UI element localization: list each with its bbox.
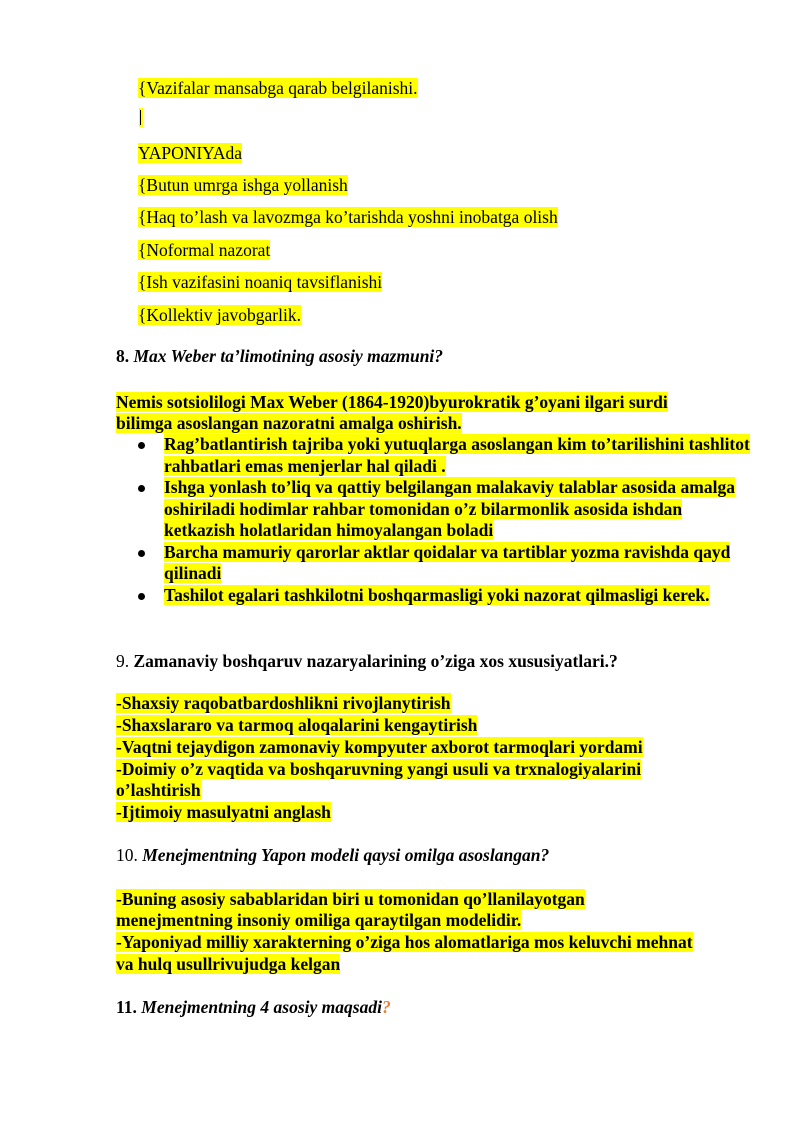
question-mark: ? [381,997,391,1017]
bullet-icon [138,593,145,600]
q9-line: -Ijtimoiy masulyatni anglash [116,802,331,822]
q9-line: -Vaqtni tejaydigon zamonaviy kompyuter axborot tarmoqlari yordami [116,737,643,757]
japan-item: {Haq to’lash va lavozmga ko’tarishda yoshni inobatga olish [138,207,558,227]
bullet-icon [138,550,145,557]
text-cursor [140,110,141,125]
japan-item: {Ish vazifasini noaniq tavsiflanishi [138,272,383,292]
japan-first-line: {Vazifalar mansabga qarab belgilanishi. [138,78,418,98]
q10-line: va hulq usullrivujudga kelgan [116,954,341,974]
bullet-icon [138,442,145,449]
q10-line: -Buning asosiy sabablaridan biri u tomonidan qo’llanilayotgan [116,889,585,909]
question-11: 11. Menejmentning 4 asosiy maqsadi? [116,997,391,1017]
list-item: Rag’batlantirish tajriba yoki yutuqlarga asoslangan kim to’tarilishini tashlitot rahbatlari emas menjerlar hal qiladi . [116,434,756,477]
q8-intro-line: bilimga asoslangan nazoratni amalga oshirish. [116,413,462,433]
list-item: Tashilot egalari tashkilotni boshqarmasligi yoki nazorat qilmasligi kerek. [116,585,756,607]
question-10: 10. Menejmentning Yapon modeli qaysi omilga asoslangan? [116,845,550,865]
list-item: Ishga yonlash to’liq va qattiy belgilangan malakaviy talablar asosida amalga oshiriladi hodimlar rahbar tomonidan o’z bilarmonlik asosida ishdan ketkazish holatlaridan himoyalangan boladi [116,477,756,542]
q8-bullet-list [116,434,756,606]
q9-line: -Shaxsiy raqobatbardoshlikni rivojlanytirish [116,693,451,713]
q9-line: o’lashtirish [116,780,201,800]
bullet-icon [138,485,145,492]
question-8: 8. Max Weber ta’limotining asosiy mazmuni? [116,346,444,366]
japan-item: {Kollektiv javobgarlik. [138,305,301,325]
q8-intro-line: Nemis sotsiolilogi Max Weber (1864-1920)byurokratik g’oyani ilgari surdi [116,392,668,412]
japan-heading: YAPONIYAda [138,143,243,163]
q9-line: -Shaxslararo va tarmoq aloqalarini kengaytirish [116,715,478,735]
question-9: 9. Zamanaviy boshqaruv nazaryalarining o’ziga xos xususiyatlari.? [116,651,618,671]
q10-line: menejmentning insoniy omiliga qaraytilgan modelidir. [116,910,522,930]
q9-line: -Doimiy o’z vaqtida va boshqaruvning yangi usuli va trxnalogiyalarini [116,759,642,779]
q10-line: -Yaponiyad milliy xarakterning o’ziga hos alomatlariga mos keluvchi mehnat [116,932,693,952]
japan-item: {Noformal nazorat [138,240,271,260]
japan-item: {Butun umrga ishga yollanish [138,175,348,195]
list-item: Barcha mamuriy qarorlar aktlar qoidalar va tartiblar yozma ravishda qayd qilinadi [116,542,756,585]
